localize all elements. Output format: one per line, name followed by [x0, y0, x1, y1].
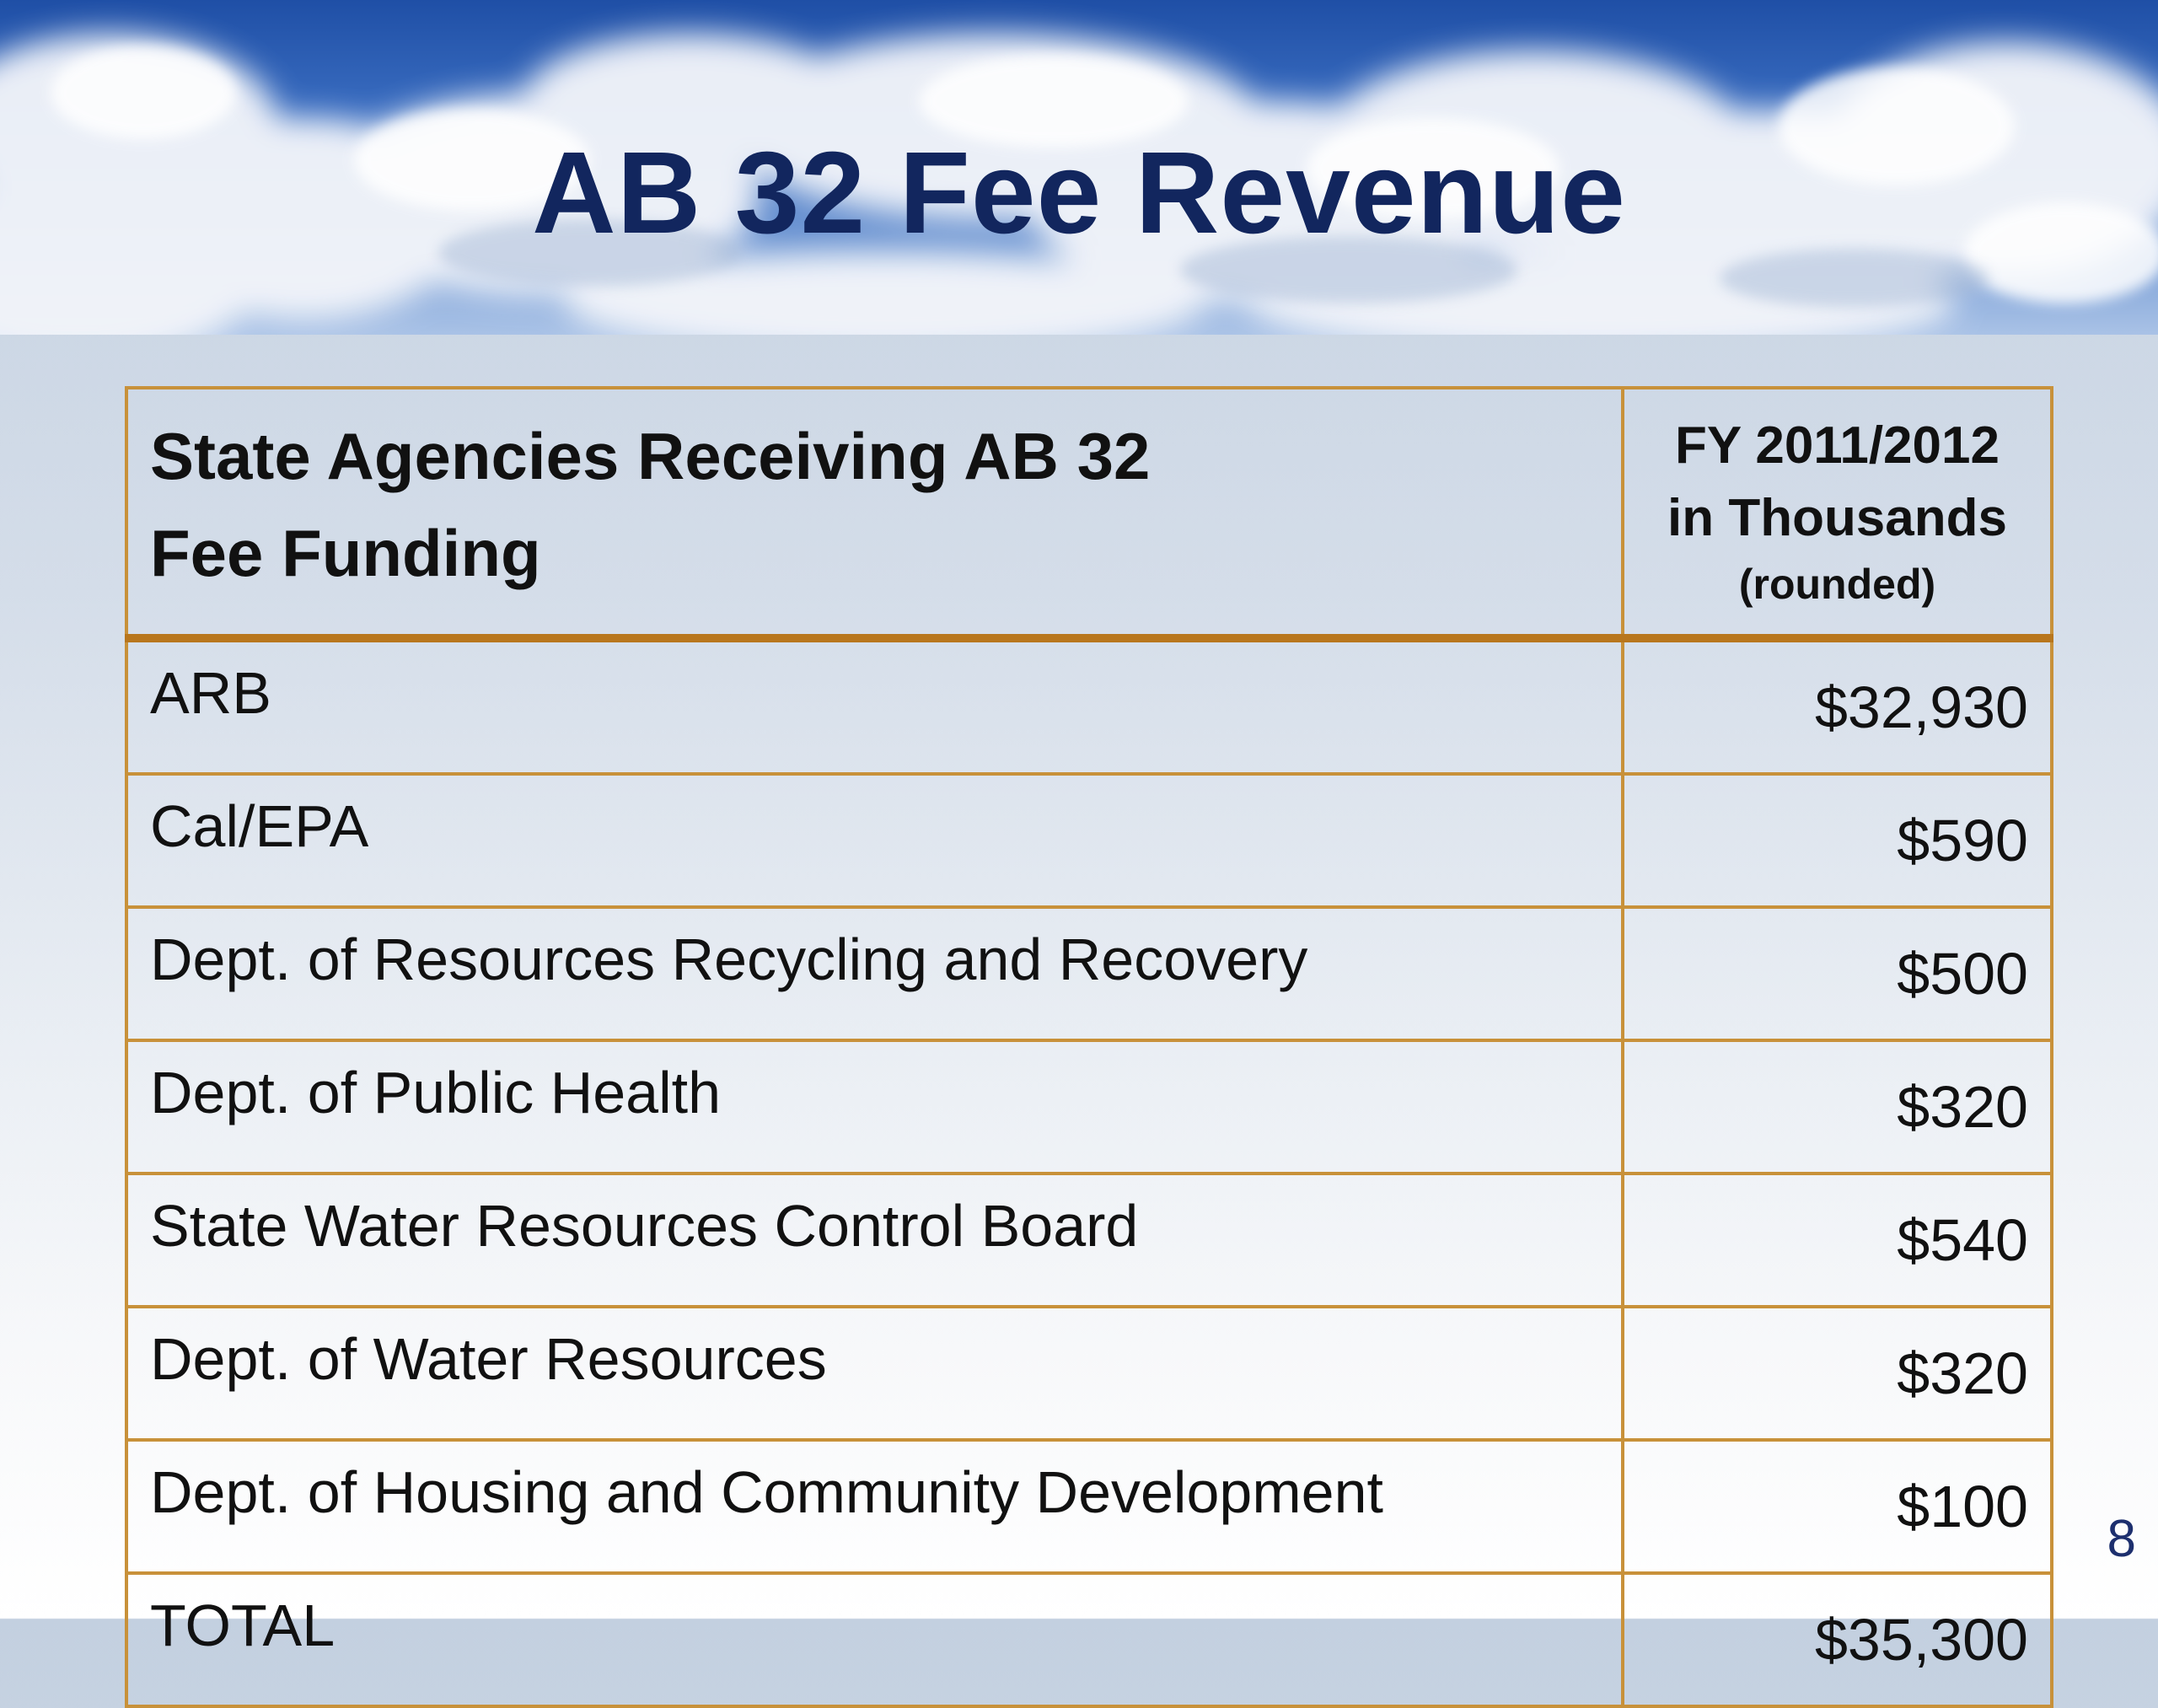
total-label-cell: TOTAL — [126, 1573, 1623, 1706]
amount-cell: $320 — [1623, 1040, 2052, 1174]
table-row — [126, 1040, 2052, 1174]
table-row — [126, 1307, 2052, 1440]
amount-cell: $590 — [1623, 774, 2052, 907]
agency-header-line1: State Agencies Receiving AB 32 — [150, 419, 1151, 493]
table-header-row — [126, 388, 2052, 638]
table-row — [126, 907, 2052, 1040]
fy-header-line1: FY 2011/2012 — [1675, 416, 2000, 475]
amount-cell: $100 — [1623, 1440, 2052, 1573]
fy-header-line2: in Thousands — [1667, 489, 2007, 547]
fee-revenue-table-container — [125, 386, 2050, 1673]
agency-cell: Cal/EPA — [126, 774, 1623, 907]
table-row — [126, 1174, 2052, 1307]
total-amount-cell: $35,300 — [1623, 1573, 2052, 1706]
table-row — [126, 774, 2052, 907]
amount-cell: $500 — [1623, 907, 2052, 1040]
page-number: 8 — [2107, 1510, 2136, 1568]
agency-cell: Dept. of Water Resources — [126, 1307, 1623, 1440]
agency-cell: Dept. of Public Health — [126, 1040, 1623, 1174]
fy-header-line3: (rounded) — [1738, 561, 1936, 608]
table-total-row — [126, 1573, 2052, 1706]
agency-cell: State Water Resources Control Board — [126, 1174, 1623, 1307]
slide-title: AB 32 Fee Revenue — [532, 128, 1626, 258]
agency-cell: Dept. of Resources Recycling and Recovery — [126, 907, 1623, 1040]
amount-cell: $320 — [1623, 1307, 2052, 1440]
agency-header-line2: Fee Funding — [150, 516, 541, 590]
amount-cell: $32,930 — [1623, 638, 2052, 774]
agency-cell: ARB — [126, 638, 1623, 774]
table-row — [126, 638, 2052, 774]
agency-column-header — [126, 388, 1623, 638]
amount-cell: $540 — [1623, 1174, 2052, 1307]
fee-revenue-table — [125, 386, 2053, 1708]
fy-column-header — [1623, 388, 2052, 638]
table-row — [126, 1440, 2052, 1573]
agency-cell: Dept. of Housing and Community Development — [126, 1440, 1623, 1573]
